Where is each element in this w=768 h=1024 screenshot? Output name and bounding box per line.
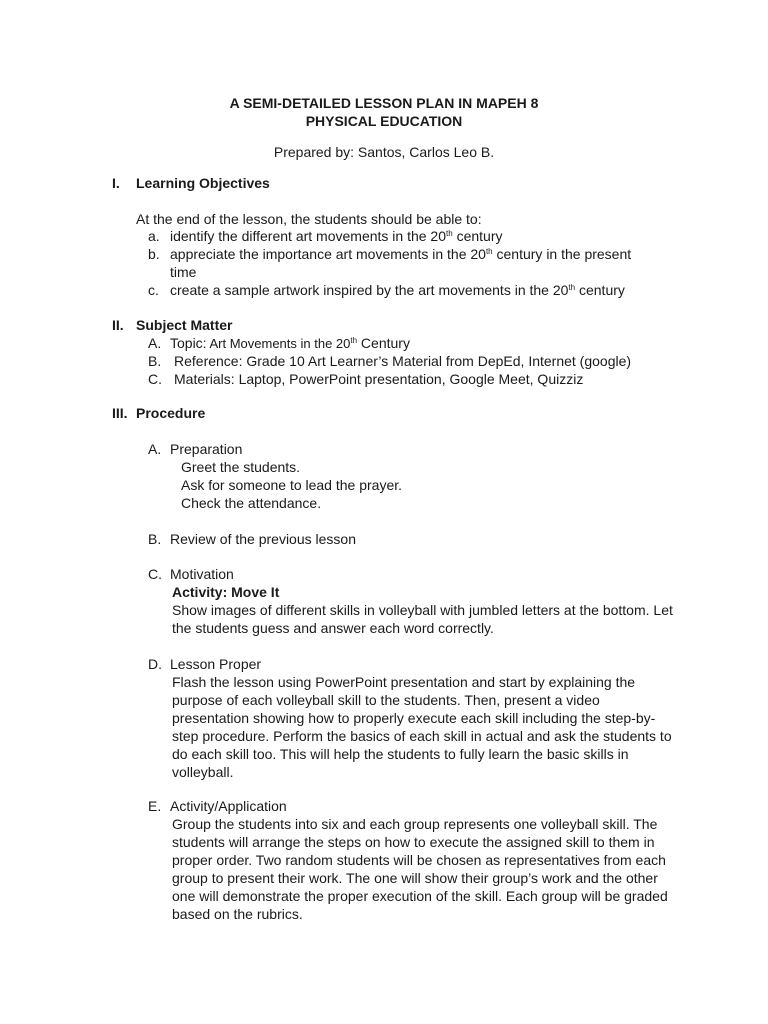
section-1-heading: Learning Objectives [136,175,270,191]
document-title-line2: PHYSICAL EDUCATION [305,113,463,129]
activity-application-text: Group the students into six and each group represents one volleyball skill. The students will arrange the steps on how to execute the assigned skill to them in proper order. Two random students will be chosen as representatives from each group to present their work. The one will show their group’s work and the other one will demonstrate the proper execution of the skill. Each group will be graded based on the rubrics. [172,816,668,922]
review-title: Review of the previous lesson [170,531,356,547]
objective-marker: c. [148,282,159,298]
document-title-line1: A SEMI-DETAILED LESSON PLAN IN MAPEH 8 [229,95,539,111]
objective-item-continuation: time [170,264,197,280]
motivation-title: Motivation [170,566,234,582]
section-1-numeral: I. [112,175,120,191]
preparation-step: Greet the students. [181,459,301,475]
subject-marker: B. [148,353,162,369]
prepared-by: Prepared by: Santos, Carlos Leo B. [273,144,495,160]
lesson-proper-title: Lesson Proper [170,656,262,672]
section-2-heading: Subject Matter [136,317,233,333]
objective-item: identify the different art movements in the 20th century [170,228,503,244]
preparation-step: Ask for someone to lead the prayer. [181,477,403,493]
subject-marker: C. [148,371,162,387]
procedure-marker: A. [148,441,162,457]
motivation-activity-title: Activity: Move It [172,584,280,600]
section-2-numeral: II. [112,317,124,333]
motivation-text: Show images of different skills in volleyball with jumbled letters at the bottom. Let the students guess and answer each word correctly. [172,602,673,636]
subject-reference: Reference: Grade 10 Art Learner’s Material from DepEd, Internet (google) [174,353,632,369]
objective-marker: b. [148,246,160,262]
section-3-heading: Procedure [136,405,206,421]
objective-item: create a sample artwork inspired by the art movements in the 20th century [170,282,625,298]
preparation-step: Check the attendance. [181,495,322,511]
procedure-marker: C. [148,566,162,582]
objectives-intro: At the end of the lesson, the students should be able to: [136,211,482,227]
lesson-proper-text: Flash the lesson using PowerPoint presentation and start by explaining the purpose of each volleyball skill to the students. Then, present a video presentation showing how to properly execute each skill including the step-by-step procedure. Perform the basics of each skill in actual and ask the students to do each skill too. This will help the students to fully learn the basic skills in volleyball. [172,674,672,780]
procedure-marker: D. [148,656,162,672]
activity-application-title: Activity/Application [170,798,287,814]
objective-marker: a. [148,228,160,244]
objective-item: appreciate the importance art movements in the 20th century in the present [170,246,632,262]
section-3-numeral: III. [112,405,128,421]
preparation-title: Preparation [170,441,243,457]
subject-marker: A. [148,335,162,351]
subject-topic: Topic: Art Movements in the 20th Century [170,335,410,351]
procedure-marker: E. [148,798,162,814]
subject-materials: Materials: Laptop, PowerPoint presentation, Google Meet, Quizziz [174,371,584,387]
procedure-marker: B. [148,531,162,547]
